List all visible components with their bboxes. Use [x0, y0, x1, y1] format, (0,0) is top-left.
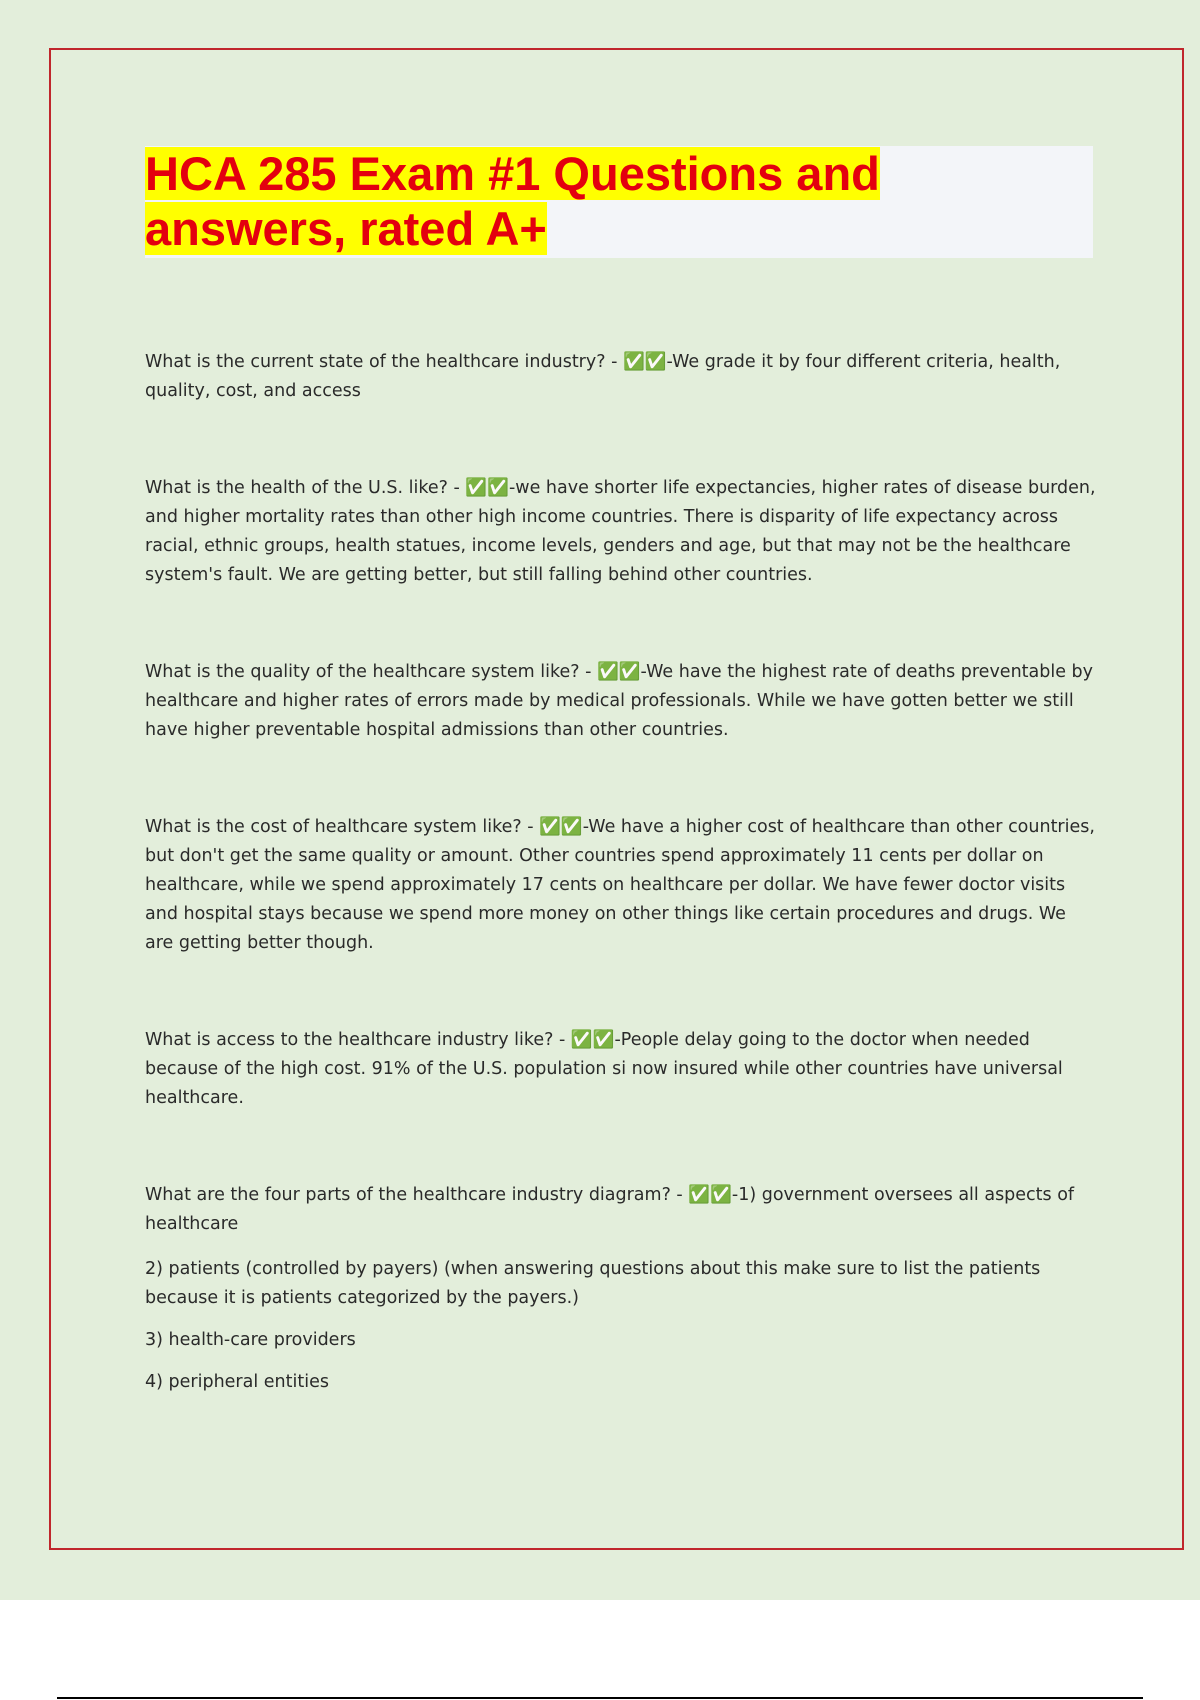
qa-text: What is access to the healthcare industry like? - ✅✅-People delay going to the doctor when needed because of the high cost. 91% of the U.S. population si now insured while other countries have universal healthcare.	[145, 1030, 1063, 1108]
qa-text: What is the health of the U.S. like? - ✅✅-we have shorter life expectancies, higher rates of disease burden, and higher mortality rates than other high income countries. There is disparity of life expectancy across racial, ethnic groups, health statues, income levels, genders and age, but that may not be the healthcare system's fault. We are getting better, but still falling behind other countries.	[145, 478, 1096, 585]
qa-item	[145, 1026, 1097, 1113]
qa-item	[145, 348, 1097, 406]
qa-item	[145, 658, 1097, 745]
document-title-text: HCA 285 Exam #1 Questions and answers, rated A+	[145, 147, 880, 255]
qa-text: What is the cost of healthcare system like? - ✅✅-We have a higher cost of healthcare than other countries, but don't get the same quality or amount. Other countries spend approximately 11 cents per dollar on healthcare, while we spend approximately 17 cents on healthcare per dollar. We have fewer doctor visits and hospital stays because we spend more money on other things like certain procedures and drugs. We are getting better though.	[145, 817, 1095, 953]
qa-text: What is the quality of the healthcare system like? - ✅✅-We have the highest rate of deaths preventable by healthcare and higher rates of errors made by medical professionals. While we have gotten better we still have higher preventable hospital admissions than other countries.	[145, 662, 1094, 740]
footer-divider	[57, 1697, 1143, 1699]
qa-item	[145, 474, 1097, 590]
qa-text: What is the current state of the healthcare industry? - ✅✅-We grade it by four different criteria, health, quality, cost, and access	[145, 352, 1061, 401]
qa-list-item: 2) patients (controlled by payers) (when answering questions about this make sure to list the patients because it is patients categorized by the payers.)	[145, 1259, 1041, 1308]
document-title	[145, 146, 965, 256]
qa-text: What are the four parts of the healthcare industry diagram? - ✅✅-1) government oversees all aspects of healthcare	[145, 1185, 1075, 1234]
qa-item	[145, 813, 1097, 958]
qa-item	[145, 1181, 1097, 1397]
document-content	[145, 348, 1097, 1465]
title-block	[145, 146, 1093, 258]
qa-list-item: 4) peripheral entities	[145, 1372, 329, 1392]
qa-list-item: 3) health-care providers	[145, 1330, 356, 1350]
